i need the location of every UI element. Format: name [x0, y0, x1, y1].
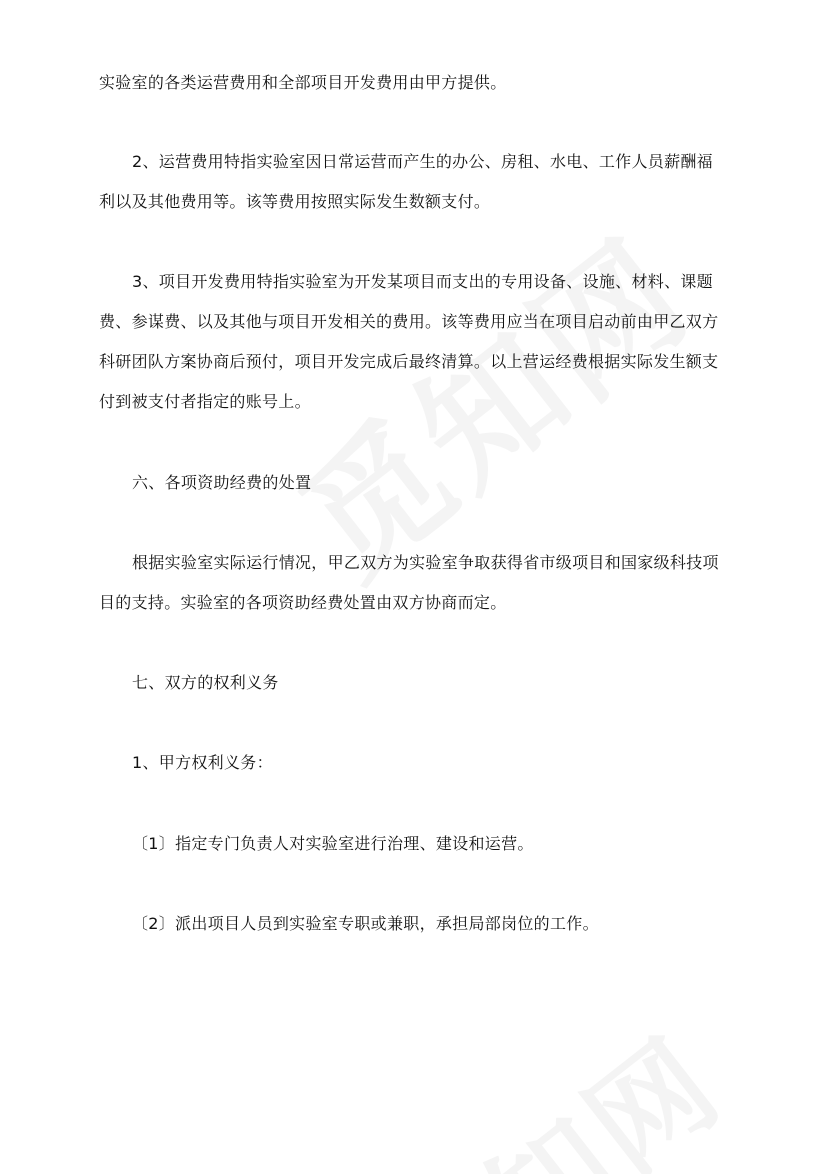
paragraph-line: 实验室的各类运营费用和全部项目开发费用由甲方提供。 [99, 73, 507, 92]
list-item: 〔1〕指定专门负责人对实验室进行治理、建设和运营。 [132, 834, 534, 853]
watermark-bottom [347, 992, 751, 1174]
list-item: 〔2〕派出项目人员到实验室专职或兼职，承担局部岗位的工作。 [132, 914, 599, 933]
paragraph-line: 2、运营费用特指实验室因日常运营而产生的办公、房租、水电、工作人员薪酬福 [132, 152, 713, 171]
paragraph-line: 利以及其他费用等。该等费用按照实际发生数额支付。 [99, 192, 491, 211]
section-heading: 六、各项资助经费的处置 [132, 473, 312, 492]
paragraph-line: 3、项目开发费用特指实验室为开发某项目而支出的专用设备、设施、材料、课题 [132, 272, 713, 291]
subsection-heading: 1、甲方权利义务： [132, 753, 273, 772]
paragraph-line: 科研团队方案协商后预付，项目开发完成后最终清算。以上营运经费根据实际发生额支 [99, 352, 719, 371]
watermark [255, 186, 724, 614]
paragraph-line: 付到被支付者指定的账号上。 [99, 392, 311, 411]
paragraph-line: 费、参谋费、以及其他与项目开发相关的费用。该等费用应当在项目启动前由甲乙双方 [99, 312, 719, 331]
paragraph-line: 根据实验室实际运行情况，甲乙双方为实验室争取获得省市级项目和国家级科技项 [132, 553, 719, 572]
paragraph-line: 目的支持。实验室的各项资助经费处置由双方协商而定。 [99, 593, 507, 612]
section-heading: 七、双方的权利义务 [132, 673, 279, 692]
